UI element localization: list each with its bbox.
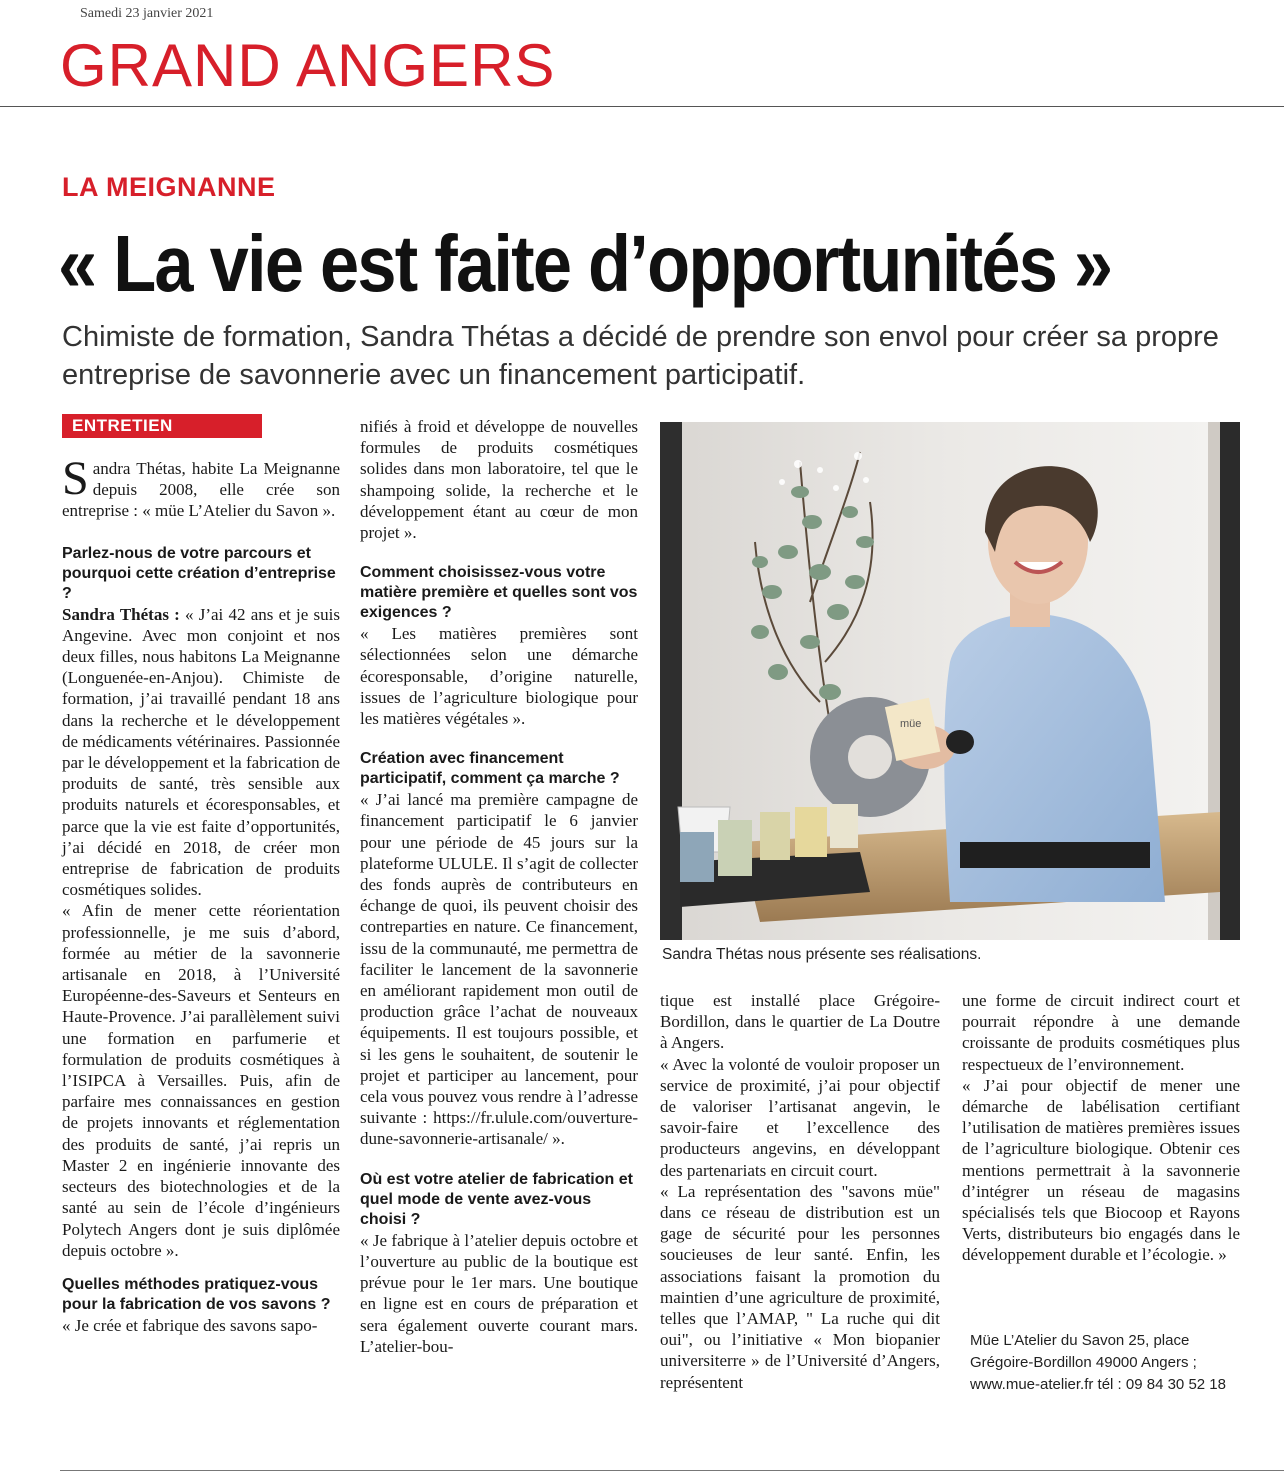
question-4: Création avec financement participatif, comment ça marche ?	[360, 750, 620, 788]
intro-paragraph	[62, 452, 340, 522]
answer-7: « La représentation des "savons müe" dans ce réseau de distribution est un gage de sécurité pour les personnes soucieuses de leur santé. Enfin, les associations faisant la promotion du maintien d’une agriculture de proximité, telles que l’AMAP, " La ruche qui dit oui", ou l’initiative « Mon biopanier universiterre » de l’Université d’Angers, représentent	[660, 1181, 940, 1392]
text-column-2	[360, 416, 638, 1357]
question-3: Comment choisissez-vous votre matière première et quelles sont vos exigences ?	[360, 564, 638, 622]
answer-5-continued: tique est installé place Grégoire-Bordillon, dans le quartier de La Doutre à Angers.	[660, 991, 940, 1053]
header-rule	[0, 106, 1284, 107]
photo-caption: Sandra Thétas nous présente ses réalisations.	[662, 946, 982, 963]
article-photo	[660, 422, 1240, 940]
section-title: GRAND ANGERS	[60, 32, 556, 99]
question-2: Quelles méthodes pratiquez-vous pour la fabrication de vos savons ?	[62, 1275, 331, 1313]
intro-text: andra Thétas, habite La Meignanne depuis 2008, elle crée son entreprise : « müe L’Atelier du Savon ».	[62, 459, 340, 521]
article-headline: « La vie est faite d’opportunités »	[58, 219, 1112, 308]
article-tag: ENTRETIEN	[62, 414, 262, 438]
contact-info: Müe L’Atelier du Savon 25, place Grégoire-Bordillon 49000 Angers ; www.mue-atelier.fr tél : 09 84 30 52 18	[970, 1332, 1226, 1393]
soap-label: müe	[900, 718, 922, 730]
answer-8: « J’ai pour objectif de mener une démarche de labélisation certifiant l’utilisation de matières premières issues de l’agriculture biologique. Obtenir ces mentions permettrait à la savonnerie d’intégrer un réseau de magasins spécialisés tels que Biocoop et Rayons Verts, distributeurs bio engagés dans le développement durable et l’écologie. »	[962, 1075, 1240, 1265]
question-1: Parlez-nous de votre parcours et pourquoi cette création d’entreprise ?	[62, 544, 336, 602]
locality-label: LA MEIGNANNE	[62, 172, 276, 202]
answer-4: « J’ai lancé ma première campagne de financement participatif le 6 janvier pour une période de 45 jours sur la plateforme ULULE. Il s’agit de collecter des fonds auprès de contributeurs en échange de quoi, ils peuvent choisir des contreparties en nature. Ce financement, issu de la communauté, me permettra de faciliter le lancement de la savonnerie en améliorant rapidement mon outil de production grâce l’achat de nouveaux équipements. Il est toujours possible, et si les gens le souhaitent, de soutenir le projet et participer au lancement, pour cela vous pouvez vous rendre à l’adresse suivante : https://fr.ulule.com/ouverture-dune-savonnerie-artisanale/ ».	[360, 790, 638, 1149]
answer-7-continued: une forme de circuit indirect court et pourrait répondre à une demande croissante de produits cosmétiques plus respectueux de l’environnement.	[962, 991, 1240, 1074]
speaker-name: Sandra Thétas :	[62, 604, 180, 624]
answer-5: « Je fabrique à l’atelier depuis octobre et l’ouverture au public de la boutique est prévue pour le 1er mars. Une boutique en ligne est en cours de préparation et sera également ouverte courant mars. L’atelier-bou-	[360, 1230, 638, 1356]
answer-2-continued: nifiés à froid et développe de nouvelles formules de produits cosmétiques solides dans mon laboratoire, tel que le shampoing solide, la recherche et le développement étant au cœur de mon projet ».	[360, 417, 638, 543]
article-lede: Chimiste de formation, Sandra Thétas a décidé de prendre son envol pour créer sa propre entreprise de savonnerie avec un financement participatif.	[62, 321, 1219, 391]
answer-1	[62, 604, 340, 901]
drop-cap: S	[62, 452, 89, 505]
question-5: Où est votre atelier de fabrication et quel mode de vente avez-vous choisi ?	[360, 1170, 633, 1228]
answer-3: « Les matières premières sont sélectionnées selon une démarche écoresponsable, d’origine naturelle, issues de l’agriculture biologique pour les matières végétales ».	[360, 624, 638, 729]
footer-rule	[60, 1470, 1284, 1471]
text-column-1	[62, 452, 340, 1336]
answer-2-start: « Je crée et fabrique des savons sapo-	[62, 1315, 318, 1335]
issue-date: Samedi 23 janvier 2021	[80, 6, 214, 21]
text-column-3	[660, 990, 940, 1393]
answer-1-paragraph-2: « Afin de mener cette réorientation professionnelle, je me suis d’abord, formée au métier de la savonnerie artisanale en 2018, à l’Université Européenne-des-Saveurs et Senteurs en Haute-Provence. J’ai parallèlement suivi une formation en parfumerie et formulation de produits cosmétiques à l’ISIPCA à Versailles. Puis, afin de parfaire mes connaissances en gestion de projets innovants et réglementation des produits de santé, j’ai repris un Master 2 en ingénierie innovante des secteurs des biotechnologies et de la santé au sein de l’école d’ingénieurs Polytech Angers dont je suis diplômée depuis octobre ».	[62, 901, 340, 1260]
answer-1-text: « J’ai 42 ans et je suis Angevine. Avec mon conjoint et nos deux filles, nous habitons La Meignanne (Longuenée-en-Anjou). Chimiste de formation, j’ai travaillé pendant 18 ans dans la recherche et le développement de médicaments vétérinaires. Passionnée par le développement et la fabrication de produits de santé, très sensible aux produits naturels et écoresponsables, et parce que la vie est faite d’opportunités, j’ai décidé en 2018, de créer mon entreprise de fabrication de produits cosmétiques solides.	[62, 604, 340, 900]
answer-6: « Avec la volonté de vouloir proposer un service de proximité, j’ai pour objectif de valoriser l’artisanat angevin, le savoir-faire et l’excellence des producteurs angevins, en développant des partenariats en circuit court.	[660, 1054, 940, 1180]
text-column-4	[962, 990, 1240, 1266]
